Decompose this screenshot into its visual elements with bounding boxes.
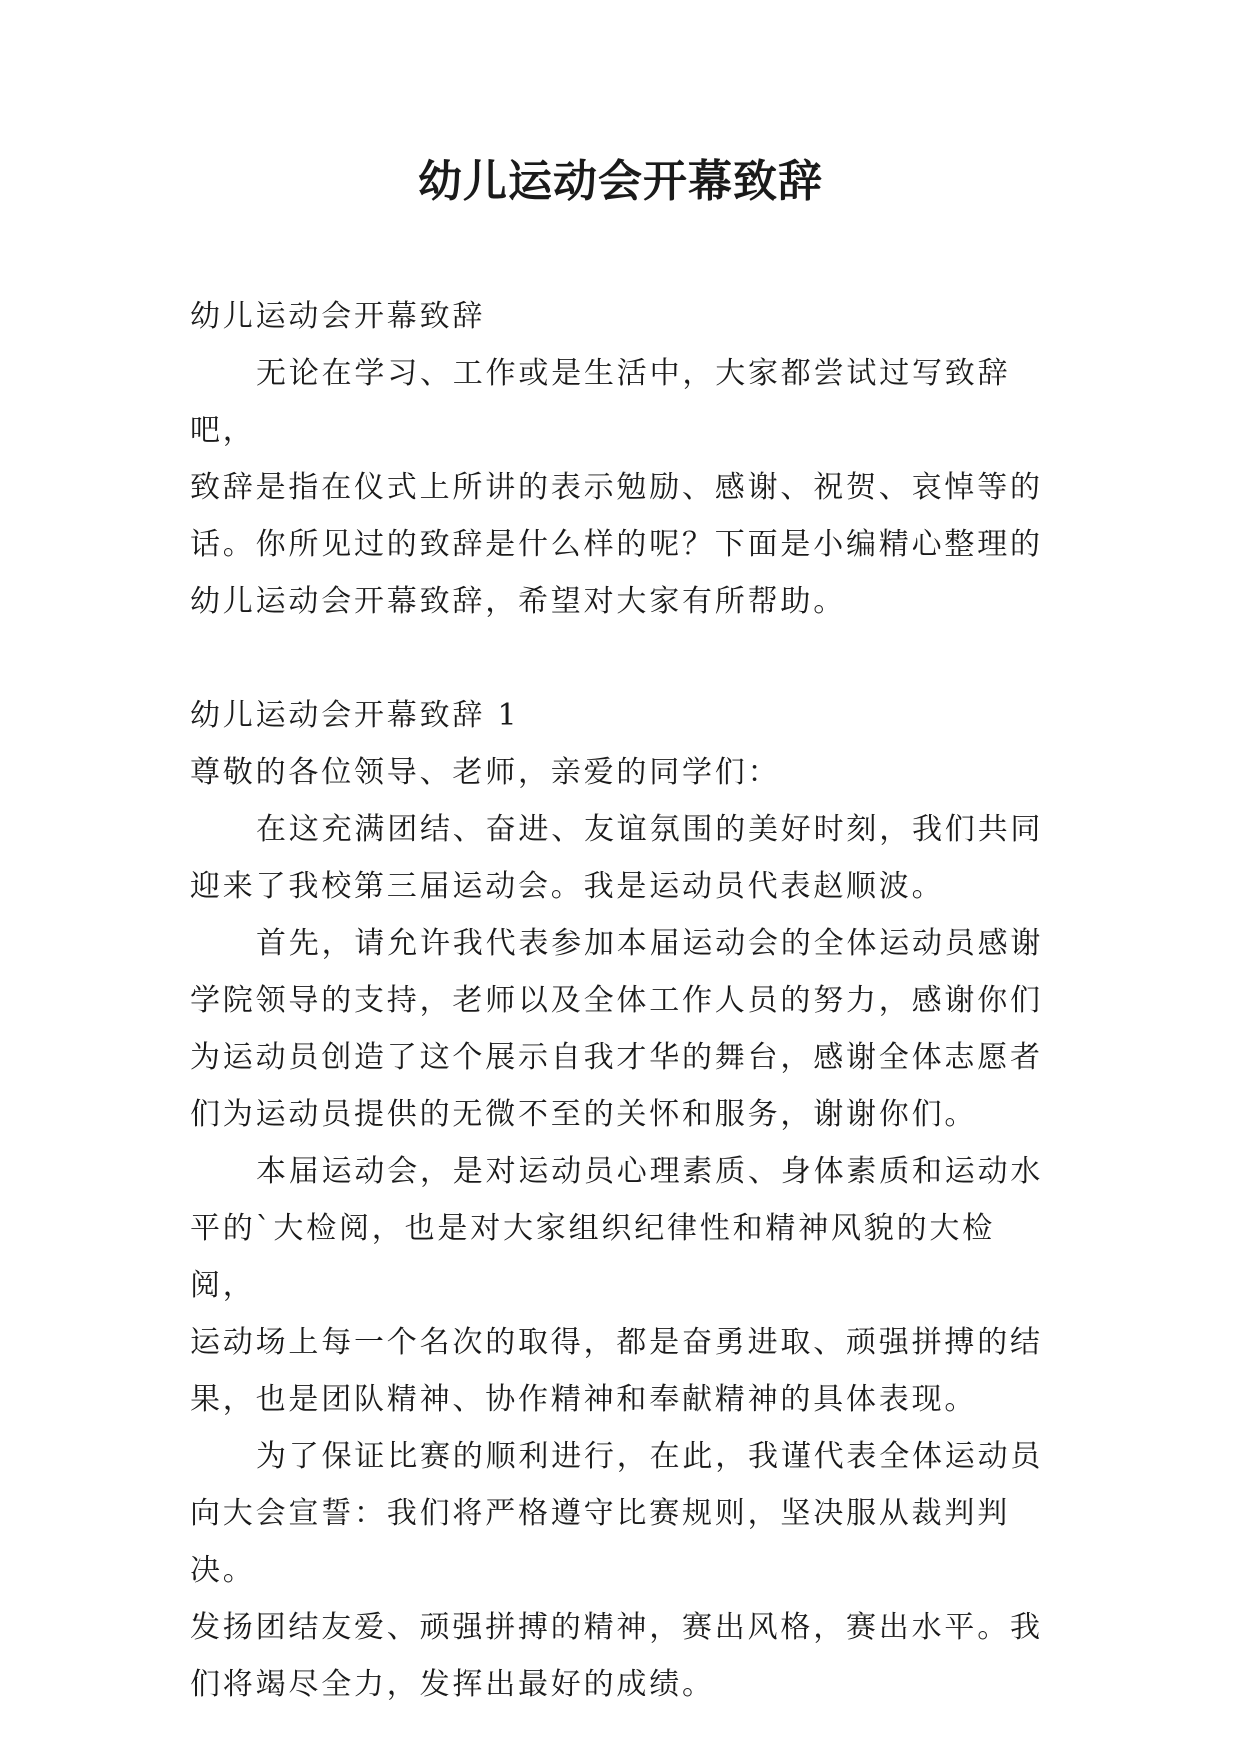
document-subtitle: 幼儿运动会开幕致辞 — [190, 299, 486, 334]
body-paragraph: 本届运动会，是对运动员心理素质、身体素质和运动水 平的`大检阅，也是对大家组织纪律性和精神风貌的大检阅， 运动场上每一个名次的取得，都是奋勇进取、顽强拼搏的结 果，也是团队精神、协作精神和奉献精神的具体表现。 — [190, 1154, 1044, 1417]
section-heading: 幼儿运动会开幕致辞 1 — [190, 698, 520, 733]
body-paragraph: 首先，请允许我代表参加本届运动会的全体运动员感谢 学院领导的支持，老师以及全体工作人员的努力，感谢你们 为运动员创造了这个展示自我才华的舞台，感谢全体志愿者 们为运动员提供的无微不至的关怀和服务，谢谢你们。 — [190, 926, 1044, 1132]
section-spacer — [190, 630, 1055, 687]
document-title: 幼儿运动会开幕致辞 — [418, 156, 823, 207]
body-paragraph: 为了保证比赛的顺利进行，在此，我谨代表全体运动员 向大会宣誓：我们将严格遵守比赛规则，坚决服从裁判判决。 发扬团结友爱、顽强拼搏的精神，赛出风格，赛出水平。我 们将竭尽全力，发挥出最好的成绩。 — [190, 1439, 1044, 1702]
document-body — [190, 288, 1055, 1713]
body-paragraph: 在这充满团结、奋进、友谊氛围的美好时刻，我们共同 迎来了我校第三届运动会。我是运动员代表赵顺波。 — [190, 812, 1044, 904]
intro-paragraph: 无论在学习、工作或是生活中，大家都尝试过写致辞吧， 致辞是指在仪式上所讲的表示勉励、感谢、祝贺、哀悼等的 话。你所见过的致辞是什么样的呢？下面是小编精心整理的 幼儿运动会开幕致辞，希望对大家有所帮助。 — [190, 356, 1043, 619]
salutation: 尊敬的各位领导、老师，亲爱的同学们： — [190, 755, 781, 790]
